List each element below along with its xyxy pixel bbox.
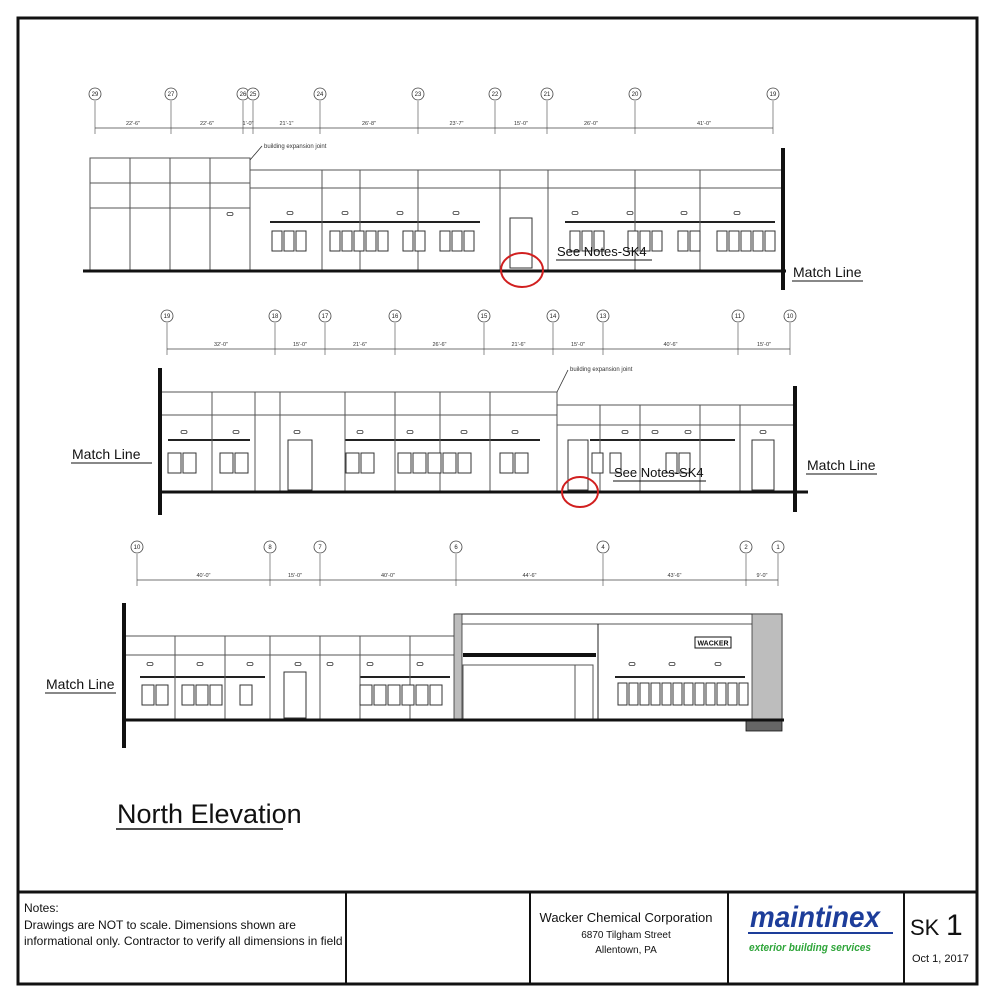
window <box>765 231 775 251</box>
dimension-label: 23'-7" <box>449 121 464 127</box>
window <box>398 453 411 473</box>
client-city: Allentown, PA <box>595 945 657 956</box>
vent <box>147 663 153 666</box>
window <box>753 231 763 251</box>
window <box>378 231 388 251</box>
maintinex-logo <box>748 901 893 954</box>
window <box>452 231 462 251</box>
vent <box>417 663 423 666</box>
window <box>388 685 400 705</box>
grid-bubble-label: 18 <box>271 314 279 321</box>
see-notes-label-row-2: See Notes-SK4 <box>614 465 704 480</box>
grid-bubble-label: 27 <box>167 92 175 99</box>
door-row-2c <box>752 440 774 490</box>
sheet-date: Oct 1, 2017 <box>912 953 969 965</box>
dimension-label: 9'-0" <box>756 573 768 579</box>
grid-bubble-label: 2 <box>744 545 748 552</box>
window <box>403 231 413 251</box>
dimension-label: 40'-0" <box>196 573 211 579</box>
dimension-label: 41'-0" <box>696 121 712 127</box>
dimension-label: 22'-6" <box>199 121 215 127</box>
vent <box>295 663 301 666</box>
vent <box>407 431 413 434</box>
vent <box>715 663 721 666</box>
window <box>284 231 294 251</box>
grid-bubble-label: 17 <box>321 314 329 321</box>
elevation-row-1 <box>83 88 863 290</box>
vent <box>669 663 675 666</box>
wacker-signage-text: WACKER <box>697 640 729 648</box>
grid-bubble-label: 14 <box>549 314 557 321</box>
building-outline-row-1 <box>90 158 783 270</box>
window <box>618 683 627 705</box>
vent <box>327 663 333 666</box>
vent <box>397 212 403 215</box>
dimension-label: 15'-0" <box>292 342 308 348</box>
window <box>220 453 233 473</box>
window <box>500 453 513 473</box>
window <box>156 685 168 705</box>
dimension-label: 15'-0" <box>756 342 772 348</box>
vent <box>294 431 300 434</box>
window <box>695 683 704 705</box>
window <box>272 231 282 251</box>
hatched-wall-left <box>454 614 462 721</box>
window <box>640 683 649 705</box>
grid-bubble-label: 26 <box>239 92 247 99</box>
vent <box>357 431 363 434</box>
window <box>717 231 727 251</box>
window <box>443 453 456 473</box>
window <box>651 683 660 705</box>
elevation-row-2 <box>71 310 877 515</box>
grid-bubble-label: 23 <box>414 92 422 99</box>
expansion-joint-leader <box>250 146 262 160</box>
window <box>662 683 671 705</box>
building-outline-row-3 <box>124 614 782 721</box>
window <box>196 685 208 705</box>
grid-bubble-label: 10 <box>786 314 794 321</box>
logo-wordmark: maintinex <box>750 901 882 934</box>
vent <box>233 431 239 434</box>
vent <box>627 212 633 215</box>
dimension-label: 21'-1" <box>279 121 294 127</box>
window <box>142 685 154 705</box>
grid-line-row-1 <box>89 88 779 134</box>
dimension-label: 40'-0" <box>380 573 396 579</box>
window <box>430 685 442 705</box>
dimension-label: 15'-0" <box>570 342 586 348</box>
dimension-label: 40'-6" <box>663 342 678 348</box>
window <box>415 231 425 251</box>
window <box>240 685 252 705</box>
vent <box>760 431 766 434</box>
grid-line-row-3 <box>131 541 784 586</box>
window <box>458 453 471 473</box>
vent <box>652 431 658 434</box>
window <box>652 231 662 251</box>
vent <box>512 431 518 434</box>
window <box>728 683 737 705</box>
title-block <box>18 892 977 984</box>
window <box>354 231 364 251</box>
vent <box>197 663 203 666</box>
dimension-label: 32'-0" <box>213 342 229 348</box>
window <box>402 685 414 705</box>
see-notes-label-row-1: See Notes-SK4 <box>557 244 647 259</box>
window-group-row-1 <box>227 212 775 252</box>
window <box>346 453 359 473</box>
window <box>182 685 194 705</box>
grid-bubble-label: 7 <box>318 545 322 552</box>
window <box>515 453 528 473</box>
window <box>717 683 726 705</box>
vent <box>287 212 293 215</box>
dimension-label: 26'-0" <box>583 121 599 127</box>
vent <box>342 212 348 215</box>
sheet-id-number: 1 <box>946 909 963 942</box>
window <box>464 231 474 251</box>
dimension-label: 22'-6" <box>125 121 141 127</box>
dimension-label: 43'-6" <box>667 573 682 579</box>
window <box>361 453 374 473</box>
window <box>684 683 693 705</box>
grid-bubble-label: 8 <box>268 545 272 552</box>
elevation-row-3 <box>45 541 784 748</box>
vent <box>181 431 187 434</box>
dimension-label: 1'-0" <box>242 121 254 127</box>
grid-bubble-label: 19 <box>163 314 171 321</box>
grid-line-row-2 <box>161 310 796 355</box>
window <box>360 685 372 705</box>
grid-bubble-label: 16 <box>391 314 399 321</box>
door-row-2b <box>568 440 588 490</box>
grid-bubble-label: 25 <box>249 92 257 99</box>
dimension-label: 21'-6" <box>352 342 368 348</box>
window <box>413 453 426 473</box>
window <box>342 231 352 251</box>
grid-bubble-label: 20 <box>631 92 639 99</box>
dimension-label: 26'-8" <box>361 121 377 127</box>
window <box>690 231 700 251</box>
window <box>210 685 222 705</box>
window <box>366 231 376 251</box>
dimension-label: 15'-0" <box>287 573 303 579</box>
vent <box>461 431 467 434</box>
match-line-label-row-2-right: Match Line <box>807 457 876 473</box>
vent <box>367 663 373 666</box>
window <box>592 453 603 473</box>
grid-bubble-label: 15 <box>480 314 488 321</box>
grid-bubble-label: 4 <box>601 545 605 552</box>
match-line-label-row-2-left: Match Line <box>72 446 141 462</box>
window <box>739 683 748 705</box>
grid-bubble-label: 24 <box>316 92 324 99</box>
vent <box>572 212 578 215</box>
grid-bubble-label: 6 <box>454 545 458 552</box>
grid-bubble-label: 11 <box>734 314 742 321</box>
vent <box>629 663 635 666</box>
dimension-label: 15'-0" <box>513 121 529 127</box>
window <box>168 453 181 473</box>
vent <box>227 213 233 216</box>
door-row-1 <box>510 218 532 268</box>
window-group-row-3 <box>142 663 748 706</box>
match-line-label-row-3-left: Match Line <box>46 676 115 692</box>
window <box>741 231 751 251</box>
notes-line-1: Drawings are NOT to scale. Dimensions shown are <box>24 918 296 932</box>
logo-tagline: exterior building services <box>749 942 871 954</box>
window <box>428 453 441 473</box>
grid-bubble-label: 13 <box>599 314 607 321</box>
door-row-3 <box>284 672 306 718</box>
expansion-joint-leader <box>557 370 568 392</box>
window <box>629 683 638 705</box>
vent <box>681 212 687 215</box>
dimension-label: 21'-6" <box>511 342 526 348</box>
window <box>706 683 715 705</box>
window <box>183 453 196 473</box>
match-line-label-row-1-right: Match Line <box>793 264 862 280</box>
door-row-2a <box>288 440 312 490</box>
grid-bubble-label: 22 <box>491 92 499 99</box>
grid-bubble-label: 29 <box>91 92 99 99</box>
grid-bubble-label: 10 <box>133 545 141 552</box>
sheet-id-prefix: SK <box>910 915 940 940</box>
window <box>330 231 340 251</box>
hatched-base <box>746 721 782 731</box>
window <box>729 231 739 251</box>
window <box>440 231 450 251</box>
window <box>374 685 386 705</box>
notes-heading: Notes: <box>24 901 59 915</box>
notes-line-2: informational only. Contractor to verify all dimensions in field <box>24 934 343 948</box>
window <box>416 685 428 705</box>
grid-bubble-label: 1 <box>776 545 780 552</box>
vent <box>734 212 740 215</box>
expansion-joint-note: building expansion joint <box>264 144 327 150</box>
grid-bubble-label: 19 <box>769 92 777 99</box>
window <box>678 231 688 251</box>
window <box>673 683 682 705</box>
client-street: 6870 Tilgham Street <box>581 930 671 941</box>
dimension-label: 44'-6" <box>522 573 537 579</box>
window <box>235 453 248 473</box>
dimension-label: 26'-6" <box>432 342 447 348</box>
window <box>296 231 306 251</box>
vent <box>453 212 459 215</box>
grid-bubble-label: 21 <box>543 92 551 99</box>
vent <box>685 431 691 434</box>
hatched-wall-right <box>752 614 782 721</box>
client-name: Wacker Chemical Corporation <box>539 910 713 925</box>
drawing-title: North Elevation <box>117 799 302 829</box>
expansion-joint-note: building expansion joint <box>570 367 633 373</box>
vent <box>622 431 628 434</box>
vent <box>247 663 253 666</box>
